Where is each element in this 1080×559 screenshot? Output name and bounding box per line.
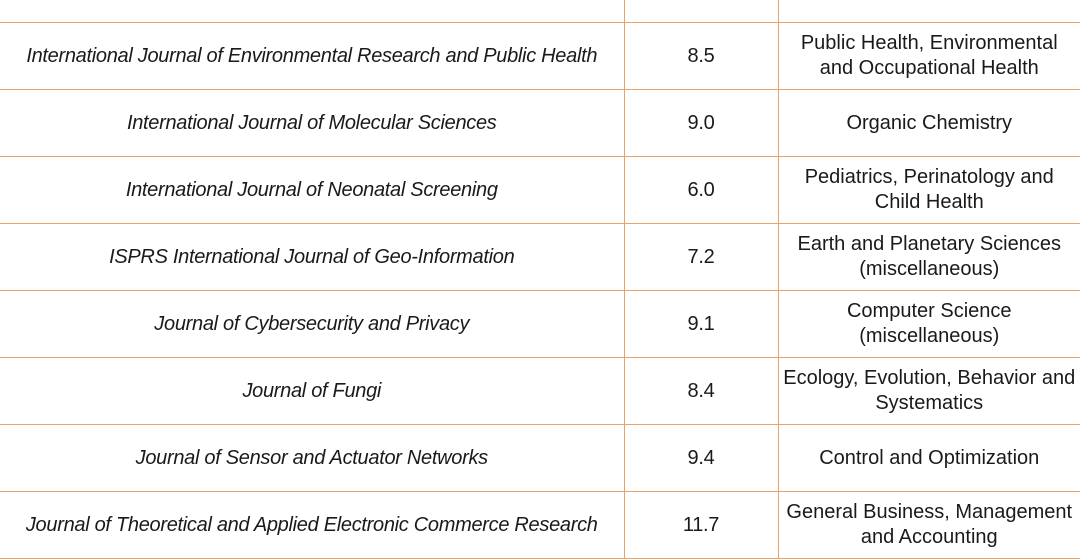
score-cell: 9.4 bbox=[624, 425, 778, 492]
subject-area-cell bbox=[778, 0, 1080, 23]
table-row bbox=[0, 224, 1080, 291]
score-cell: 7.2 bbox=[624, 224, 778, 291]
subject-area-cell: Control and Optimization bbox=[778, 425, 1080, 492]
table-row bbox=[0, 425, 1080, 492]
table-row bbox=[0, 23, 1080, 90]
table-row bbox=[0, 358, 1080, 425]
subject-area-cell: Pediatrics, Perinatology and Child Health bbox=[778, 157, 1080, 224]
journal-name-cell: International Journal of Neonatal Screening bbox=[0, 157, 624, 224]
journal-name-cell: International Journal of Environmental Research and Public Health bbox=[0, 23, 624, 90]
subject-area-cell: General Business, Management and Accounting bbox=[778, 492, 1080, 559]
table-row bbox=[0, 157, 1080, 224]
score-cell bbox=[624, 0, 778, 23]
subject-area-cell: Computer Science (miscellaneous) bbox=[778, 291, 1080, 358]
subject-area-cell: Ecology, Evolution, Behavior and Systematics bbox=[778, 358, 1080, 425]
subject-area-cell: Organic Chemistry bbox=[778, 90, 1080, 157]
journal-name-cell: Journal of Fungi bbox=[0, 358, 624, 425]
journal-name-cell bbox=[0, 0, 624, 23]
subject-area-cell: Public Health, Environmental and Occupational Health bbox=[778, 23, 1080, 90]
score-cell: 11.7 bbox=[624, 492, 778, 559]
journal-name-cell: Journal of Cybersecurity and Privacy bbox=[0, 291, 624, 358]
journal-name-cell: Journal of Theoretical and Applied Electronic Commerce Research bbox=[0, 492, 624, 559]
score-cell: 9.1 bbox=[624, 291, 778, 358]
table-row bbox=[0, 90, 1080, 157]
score-cell: 6.0 bbox=[624, 157, 778, 224]
score-cell: 8.5 bbox=[624, 23, 778, 90]
subject-area-cell: Earth and Planetary Sciences (miscellaneous) bbox=[778, 224, 1080, 291]
journal-name-cell: ISPRS International Journal of Geo-Information bbox=[0, 224, 624, 291]
journal-name-cell: Journal of Sensor and Actuator Networks bbox=[0, 425, 624, 492]
journal-name-cell: International Journal of Molecular Sciences bbox=[0, 90, 624, 157]
table-row bbox=[0, 492, 1080, 559]
table-row bbox=[0, 0, 1080, 23]
table-row bbox=[0, 291, 1080, 358]
score-cell: 9.0 bbox=[624, 90, 778, 157]
score-cell: 8.4 bbox=[624, 358, 778, 425]
